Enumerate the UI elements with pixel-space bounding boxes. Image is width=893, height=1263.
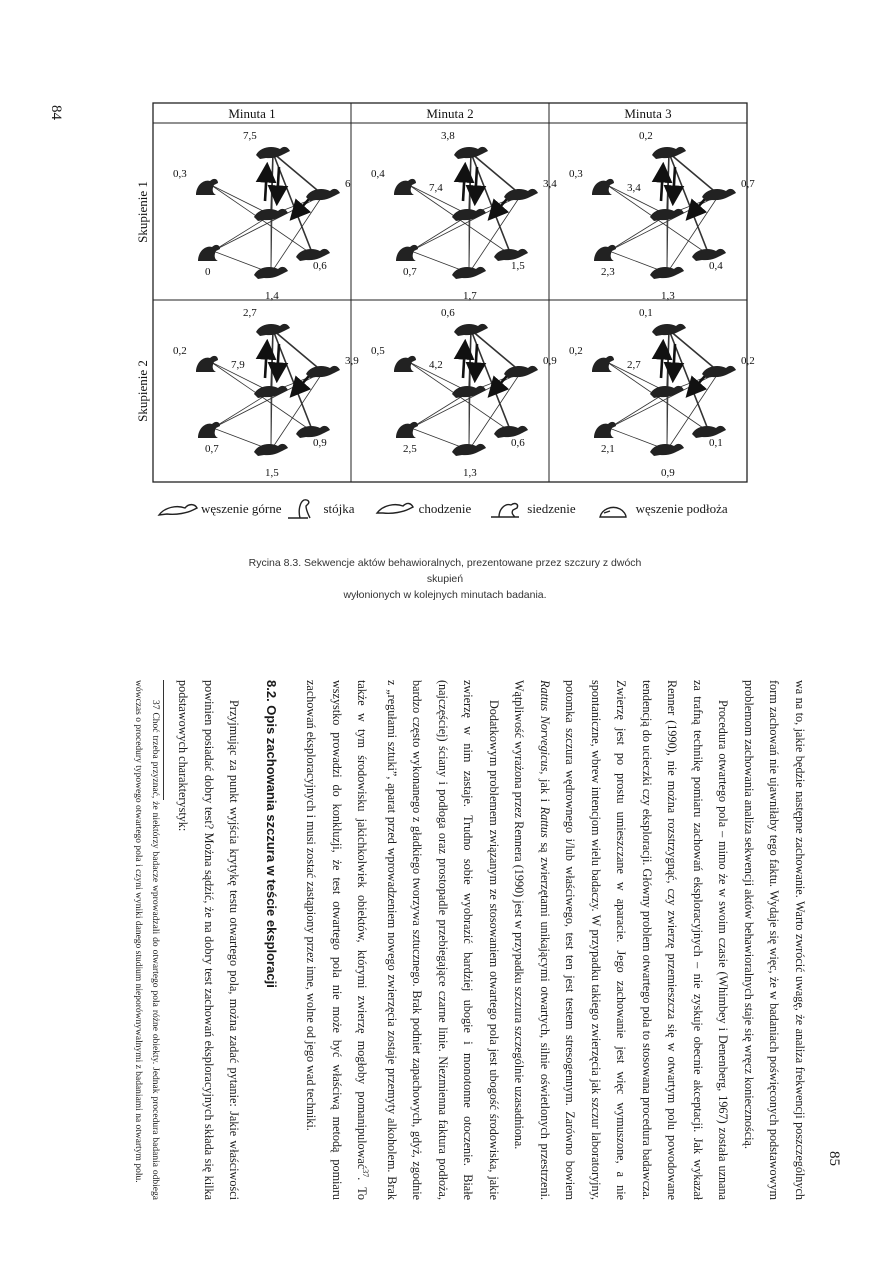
value-label-left: 0,4 [371, 168, 385, 180]
value-label-left: 0,3 [173, 168, 187, 180]
value-label-bottom-left: 2,3 [601, 266, 615, 278]
value-label-left: 0,5 [371, 345, 385, 357]
transition-arrow [661, 344, 663, 378]
value-label-bottom-right: 0,1 [709, 437, 723, 449]
page-number-right: 85 [826, 1151, 842, 1166]
value-label-right: 0,2 [741, 355, 755, 367]
figure-caption [240, 555, 650, 603]
rat-top-icon [652, 324, 686, 336]
paragraph-2-mid: , jak i [538, 771, 552, 802]
value-label-bottom-left: 2,5 [403, 443, 417, 455]
legend-label-rearing: stójka [323, 501, 355, 516]
rat-center-icon [452, 209, 486, 221]
paragraph-1: wa na to, jakie będzie następne zachowanie. Warto zwrócić uwagę, że analiza frekwencji poszczególnych form zachowań nie ujawniłaby tego faktu. Wydaje się więc, że w badaniach poświęconych podstawowym problemom zachowania analiza sekwencji aktów behawioralnych staje się wręcz koniecznością. [742, 680, 807, 1200]
transition-arrow [673, 344, 675, 378]
transition-arrow [265, 344, 267, 378]
caption-line-1: Rycina 8.3. Sekwencje aktów behawioralnych, prezentowane przez szczury z dwóch skupień [248, 557, 642, 585]
legend-label-sniff-up: węszenie górne [201, 501, 282, 516]
paragraph-2-text: Procedura otwartego pola – mimo że w swoim czasie (Whimbey i Denenberg, 1967) została uznana za trafną technikę pomiaru zachowań eksploracyjnych – nie zyskuje obecnie akceptacji. Jak wykazał Renner (1990), nie można rozstrzygnąć, czy zwierzę przemieszcza się w otwartym polu powodowane tendencją do ucieczki czy eksploracji. Główny problem otwartego pola to stosowana procedura badawcza. Zwierzę jest po prostu umieszczane w aparacie. Jego zachowanie jest więc wymuszone, a nie spontaniczne, wbrew intencjom wielu badaczy. W przypadku takiego zwierzęcia jak szczur laboratoryjny, potomka szczura wędrownego i/lub właściwego, test ten jest testem stresogennym. Zarówno bowiem [563, 680, 731, 1200]
value-label-bottom-left: 0,7 [205, 443, 219, 455]
paragraph-2-end: są zwierzętami unikającymi otwartych, silnie oświetlonych przestrzeni. Wątpliwość wyrażona przez Rennera (1990) jest w przypadku szczura szczególnie uzasadniona. [512, 680, 552, 1200]
rat-walking-icon [375, 499, 415, 519]
col-header-minuta-1: Minuta 1 [228, 106, 276, 121]
legend-label-sitting: siedzenie [527, 501, 576, 516]
species-rattus-norvegicus: Rattus Norvegicus [538, 680, 552, 772]
legend-label-walking: chodzenie [418, 501, 472, 516]
rat-center-icon [254, 386, 288, 398]
value-label-top: 2,7 [243, 307, 257, 319]
value-label-bottom: 1,5 [265, 467, 279, 479]
value-label-top: 0,1 [639, 307, 653, 319]
value-label-bottom: 1,3 [661, 290, 675, 302]
rat-center-icon [650, 209, 684, 221]
transition-arrow [463, 167, 465, 201]
rat-bottom-left-icon [396, 422, 418, 438]
transition-arrow [265, 167, 267, 201]
panel-s1m1 [173, 130, 351, 302]
value-label-right: 0,9 [543, 355, 557, 367]
value-label-bottom-left: 2,1 [601, 443, 615, 455]
rat-bottom-left-icon [594, 422, 616, 438]
rat-center-icon [254, 209, 288, 221]
value-label-bottom: 0,9 [661, 467, 675, 479]
panel-s1m2 [371, 130, 557, 302]
value-label-top: 3,8 [441, 130, 455, 142]
rat-top-icon [256, 324, 290, 336]
value-label-bottom: 1,7 [463, 290, 477, 302]
rat-sniff-up-icon [155, 499, 201, 519]
transition-arrow [475, 167, 477, 201]
value-label-center: 7,9 [231, 359, 245, 371]
rat-sitting-icon [489, 499, 523, 519]
rat-bottom-left-icon [396, 245, 418, 261]
value-label-right: 6 [345, 178, 351, 190]
transition-arrow [673, 167, 675, 201]
value-label-bottom-left: 0 [205, 266, 211, 278]
transition-arrow [277, 344, 279, 378]
row-label-skupienie-2: Skupienie 2 [135, 360, 150, 422]
value-label-right: 0,7 [741, 178, 755, 190]
value-label-left: 0,2 [569, 345, 583, 357]
rat-right-icon [702, 366, 736, 378]
value-label-bottom: 1,3 [463, 467, 477, 479]
rat-right-icon [702, 189, 736, 201]
caption-line-2: wyłonionych w kolejnych minutach badania. [343, 589, 547, 601]
rat-center-icon [452, 386, 486, 398]
value-label-left: 0,2 [173, 345, 187, 357]
section-heading: 8.2. Opis zachowania szczura w teście eksploracji [263, 680, 279, 988]
rat-center-icon [650, 386, 684, 398]
rat-bottom-left-icon [594, 245, 616, 261]
value-label-center: 2,7 [627, 359, 641, 371]
rat-bottom-left-icon [198, 245, 220, 261]
transition-arrow [661, 167, 663, 201]
rat-top-icon [454, 147, 488, 159]
value-label-bottom-right: 0,6 [511, 437, 525, 449]
panel-s1m3 [569, 130, 755, 302]
value-label-center: 7,4 [429, 182, 443, 194]
paragraph-3-text: Dodatkowym problemem związanym ze stosowaniem otwartego pola jest ubogość środowiska, jakie zwierzę w nim zastaje. Trudno sobie wyobrazić bardziej ubogie i monotonne otoczenie. Białe (najczęściej) ściany i podłoga oraz prostopadle przebiegające czarne linie. Niezmienna faktura podłoża, bardzo często wykonanego z gładkiego tworzywa sztucznego. Brak podniet zapachowych, gdyż, zgodnie z „regułami sztuki”, aparat przed wprowadzeniem nowego zwierzęcia zostaje przemyty alkoholem. Brak także w tym środowisku jakichkolwiek obiektów, którymi zwierzę mogłoby pomanipulować [355, 680, 501, 1200]
rotated-text-page [132, 680, 812, 1200]
col-header-minuta-2: Minuta 2 [426, 106, 474, 121]
page-number-left: 84 [48, 105, 64, 120]
row-label-skupienie-1: Skupienie 1 [135, 181, 150, 243]
transition-arrow [277, 167, 279, 201]
rat-right-icon [306, 366, 340, 378]
value-label-bottom-right: 0,4 [709, 260, 723, 272]
rat-sniff-floor-icon [598, 499, 630, 519]
panel-s2m3 [569, 307, 755, 479]
panel-s2m1 [173, 307, 359, 479]
legend-label-sniff-floor: węszenie podłoża [635, 501, 728, 516]
rat-rearing-icon [286, 498, 320, 520]
value-label-bottom-right: 0,9 [313, 437, 327, 449]
value-label-center: 3,4 [627, 182, 641, 194]
value-label-bottom-right: 0,6 [313, 260, 327, 272]
value-label-top: 7,5 [243, 130, 257, 142]
species-rattus: Rattus [538, 806, 552, 838]
rat-right-icon [306, 189, 340, 201]
transition-arrow [475, 344, 477, 378]
value-label-center: 4,2 [429, 359, 443, 371]
paragraph-2 [506, 680, 736, 1200]
value-label-bottom: 1,4 [265, 290, 279, 302]
footnote-37: 37 Choć trzeba przyznać, że niektórzy badacze wprowadzali do otwartego pola różne obiekty. Jednak procedura badania odbiega wówczas o procedury typowego otwartego pola i czyni wyniki danego studium nieporównywalnymi z badaniami na otwartym polu. [132, 680, 160, 1200]
rat-top-icon [652, 147, 686, 159]
value-label-top: 0,6 [441, 307, 455, 319]
footnote-divider [163, 680, 164, 800]
rat-bottom-left-icon [198, 422, 220, 438]
figure-legend [155, 497, 765, 521]
col-header-minuta-3: Minuta 3 [624, 106, 672, 121]
rat-right-icon [504, 366, 538, 378]
rat-top-icon [256, 147, 290, 159]
transition-arrow [463, 344, 465, 378]
value-label-right: 3,4 [543, 178, 557, 190]
value-label-bottom-left: 0,7 [403, 266, 417, 278]
rat-right-icon [504, 189, 538, 201]
value-label-left: 0,3 [569, 168, 583, 180]
footnote-ref-37: 37 [361, 1169, 371, 1178]
paragraph-3-end: . To wszystko prowadzi do konkluzji, że test otwartego pola nie może być właściwą metodą pomiaru zachowań eksploracyjnych i musi zostać zastąpiony przez inne, wolne od jego wad techniki. [304, 680, 370, 1200]
paragraph-3 [298, 680, 506, 1200]
value-label-bottom-right: 1,5 [511, 260, 525, 272]
paragraph-4: Przyjmując za punkt wyjścia krytykę testu otwartego pola, można zadać pytanie: Jakie właściwości powinien posiadać dobry test? Można sądzić, że na dobry test zachowań eksploracyjnych składa się kilka podstawowych charakterystyk: [176, 680, 242, 1200]
value-label-right: 3,9 [345, 355, 359, 367]
panel-s2m2 [371, 307, 557, 479]
value-label-top: 0,2 [639, 130, 653, 142]
rat-top-icon [454, 324, 488, 336]
figure-behavioral-sequences [0, 0, 893, 540]
